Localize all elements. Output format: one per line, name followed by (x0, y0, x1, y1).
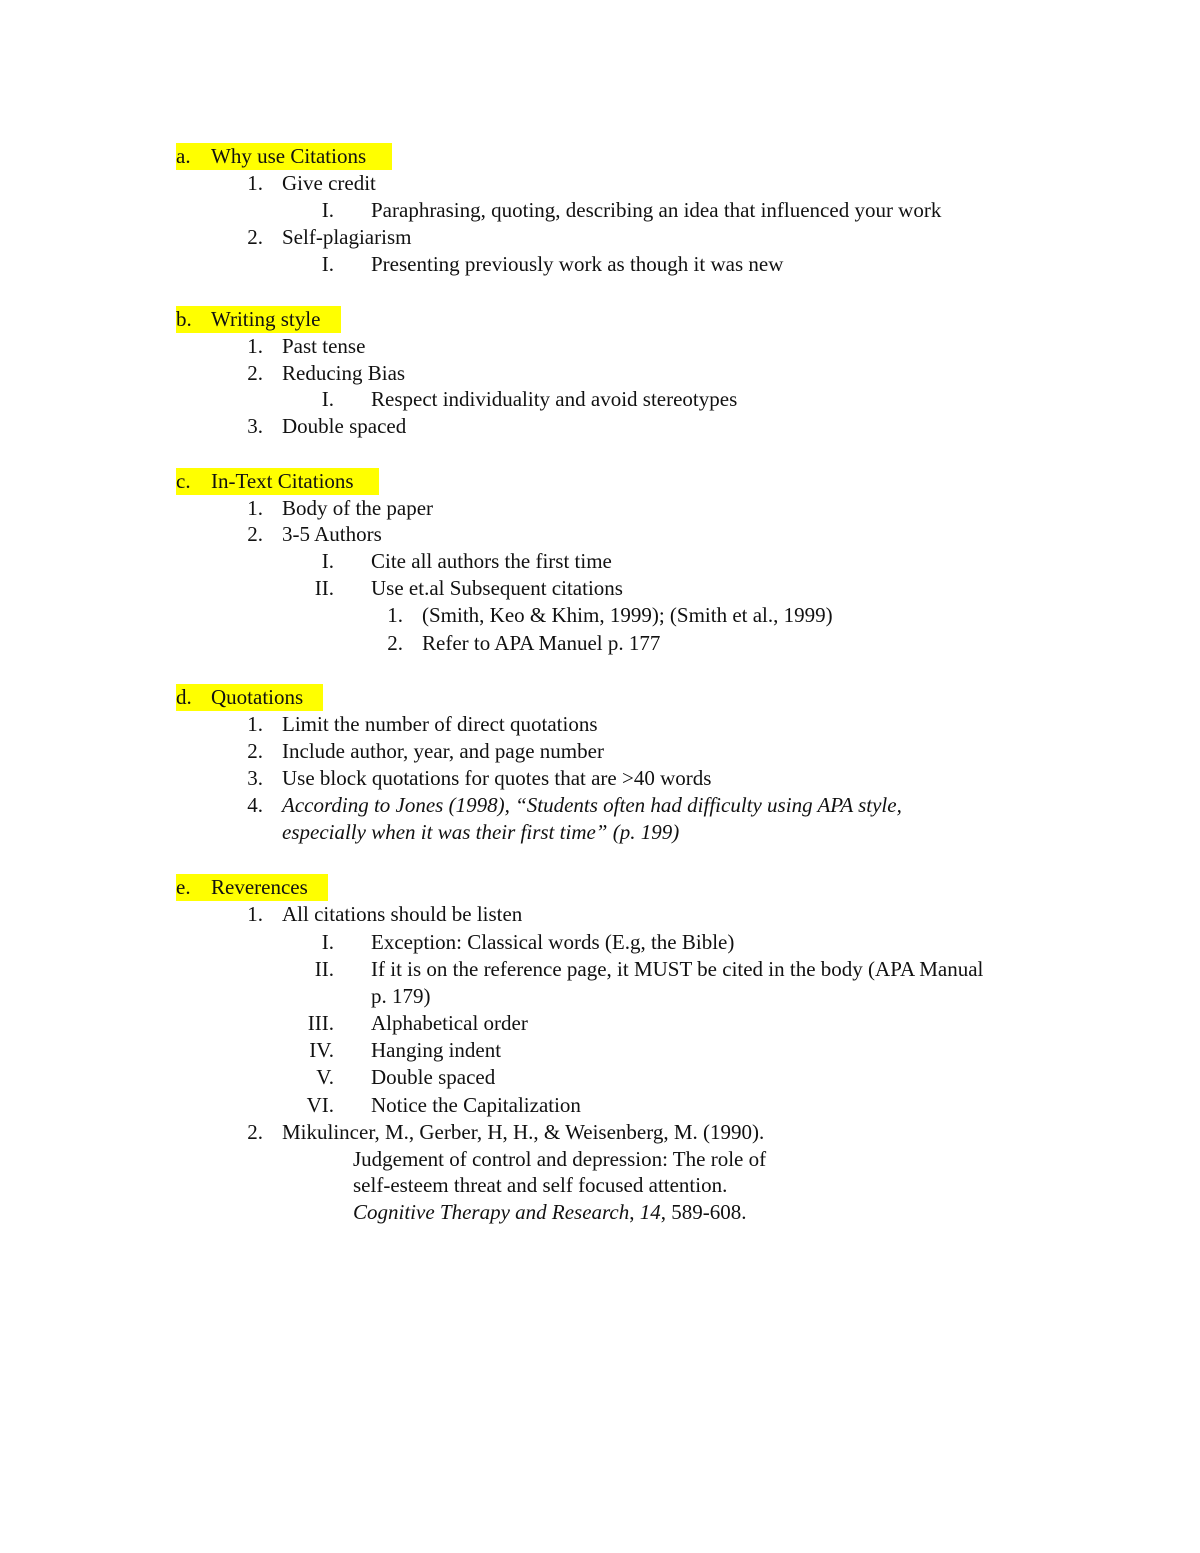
reference-title-line2: self-esteem threat and self focused attention. (353, 1173, 728, 1197)
roman-numeral: I. (321, 387, 334, 411)
sub-sub-item-text: Refer to APA Manuel p. 177 (422, 631, 661, 655)
sub-item-text: Alphabetical order (371, 1011, 528, 1035)
item-text: Body of the paper (282, 496, 434, 520)
item-text: Include author, year, and page number (282, 739, 604, 763)
sub-item-text-line2: p. 179) (371, 984, 431, 1008)
reference-authors: Mikulincer, M., Gerber, H, H., & Weisenberg, M. (1990). (282, 1120, 765, 1144)
item-text: Limit the number of direct quotations (282, 712, 598, 736)
item-text: Past tense (282, 334, 366, 358)
section-heading-b (176, 306, 341, 333)
roman-numeral: II. (314, 576, 334, 600)
item-number: 2. (247, 361, 263, 385)
sub-item-text: Use et.al Subsequent citations (371, 576, 623, 600)
item-number: 1. (387, 603, 403, 627)
roman-numeral: I. (321, 198, 334, 222)
roman-numeral: III. (307, 1011, 334, 1035)
roman-numeral: V. (316, 1065, 334, 1089)
section-marker: d. (176, 685, 192, 709)
sub-item-text: Cite all authors the first time (371, 549, 612, 573)
section-title: Writing style (211, 307, 321, 331)
sub-item-text: Notice the Capitalization (371, 1093, 581, 1117)
item-number: 3. (247, 414, 263, 438)
journal-volume: 14 (639, 1200, 661, 1224)
item-number: 1. (247, 171, 263, 195)
item-number: 3. (247, 766, 263, 790)
item-number: 1. (247, 712, 263, 736)
section-title: Quotations (211, 685, 304, 709)
roman-numeral: IV. (309, 1038, 334, 1062)
separator: , (629, 1200, 640, 1224)
sub-item-text: Exception: Classical words (E.g, the Bible) (371, 930, 735, 954)
item-number: 2. (247, 739, 263, 763)
sub-item-text-line1: If it is on the reference page, it MUST be cited in the body (APA Manual (371, 957, 984, 981)
section-heading-a (176, 143, 392, 170)
roman-numeral: I. (321, 549, 334, 573)
section-marker: a. (176, 144, 191, 168)
sub-sub-item-text: (Smith, Keo & Khim, 1999); (Smith et al., 1999) (422, 603, 833, 627)
item-number: 2. (247, 1120, 263, 1144)
item-text: Double spaced (282, 414, 407, 438)
item-text: Use block quotations for quotes that are >40 words (282, 766, 712, 790)
section-marker: e. (176, 875, 191, 899)
quotation-example-line1: According to Jones (1998), “Students often had difficulty using APA style, (282, 793, 902, 817)
item-number: 1. (247, 334, 263, 358)
item-number: 2. (247, 522, 263, 546)
roman-numeral: I. (321, 252, 334, 276)
item-number: 2. (247, 225, 263, 249)
roman-numeral: II. (314, 957, 334, 981)
journal-pages: 589-608. (671, 1200, 747, 1224)
item-text: Reducing Bias (282, 361, 406, 385)
item-number: 1. (247, 902, 263, 926)
item-number: 1. (247, 496, 263, 520)
sub-item-text: Paraphrasing, quoting, describing an idea that influenced your work (371, 198, 942, 222)
section-heading-c (176, 468, 379, 495)
section-heading-d (176, 684, 323, 711)
item-text: All citations should be listen (282, 902, 523, 926)
item-number: 2. (387, 631, 403, 655)
item-text: Give credit (282, 171, 376, 195)
separator: , (660, 1200, 672, 1224)
item-number: 4. (247, 793, 263, 817)
section-title: In-Text Citations (211, 469, 354, 493)
section-title: Why use Citations (211, 144, 367, 168)
reference-title-line1: Judgement of control and depression: The role of (353, 1147, 767, 1171)
quotation-example-line2: especially when it was their first time” (p. 199) (282, 820, 680, 844)
section-marker: b. (176, 307, 192, 331)
roman-numeral: VI. (306, 1093, 334, 1117)
sub-item-text: Presenting previously work as though it was new (371, 252, 784, 276)
journal-name: Cognitive Therapy and Research (353, 1200, 630, 1224)
section-marker: c. (176, 469, 191, 493)
roman-numeral: I. (321, 930, 334, 954)
reference-source (353, 1199, 747, 1226)
sub-item-text: Double spaced (371, 1065, 496, 1089)
section-heading-e (176, 874, 328, 901)
section-title: Reverences (211, 875, 308, 899)
sub-item-text: Respect individuality and avoid stereotypes (371, 387, 738, 411)
sub-item-text: Hanging indent (371, 1038, 502, 1062)
item-text: 3-5 Authors (282, 522, 382, 546)
item-text: Self-plagiarism (282, 225, 412, 249)
